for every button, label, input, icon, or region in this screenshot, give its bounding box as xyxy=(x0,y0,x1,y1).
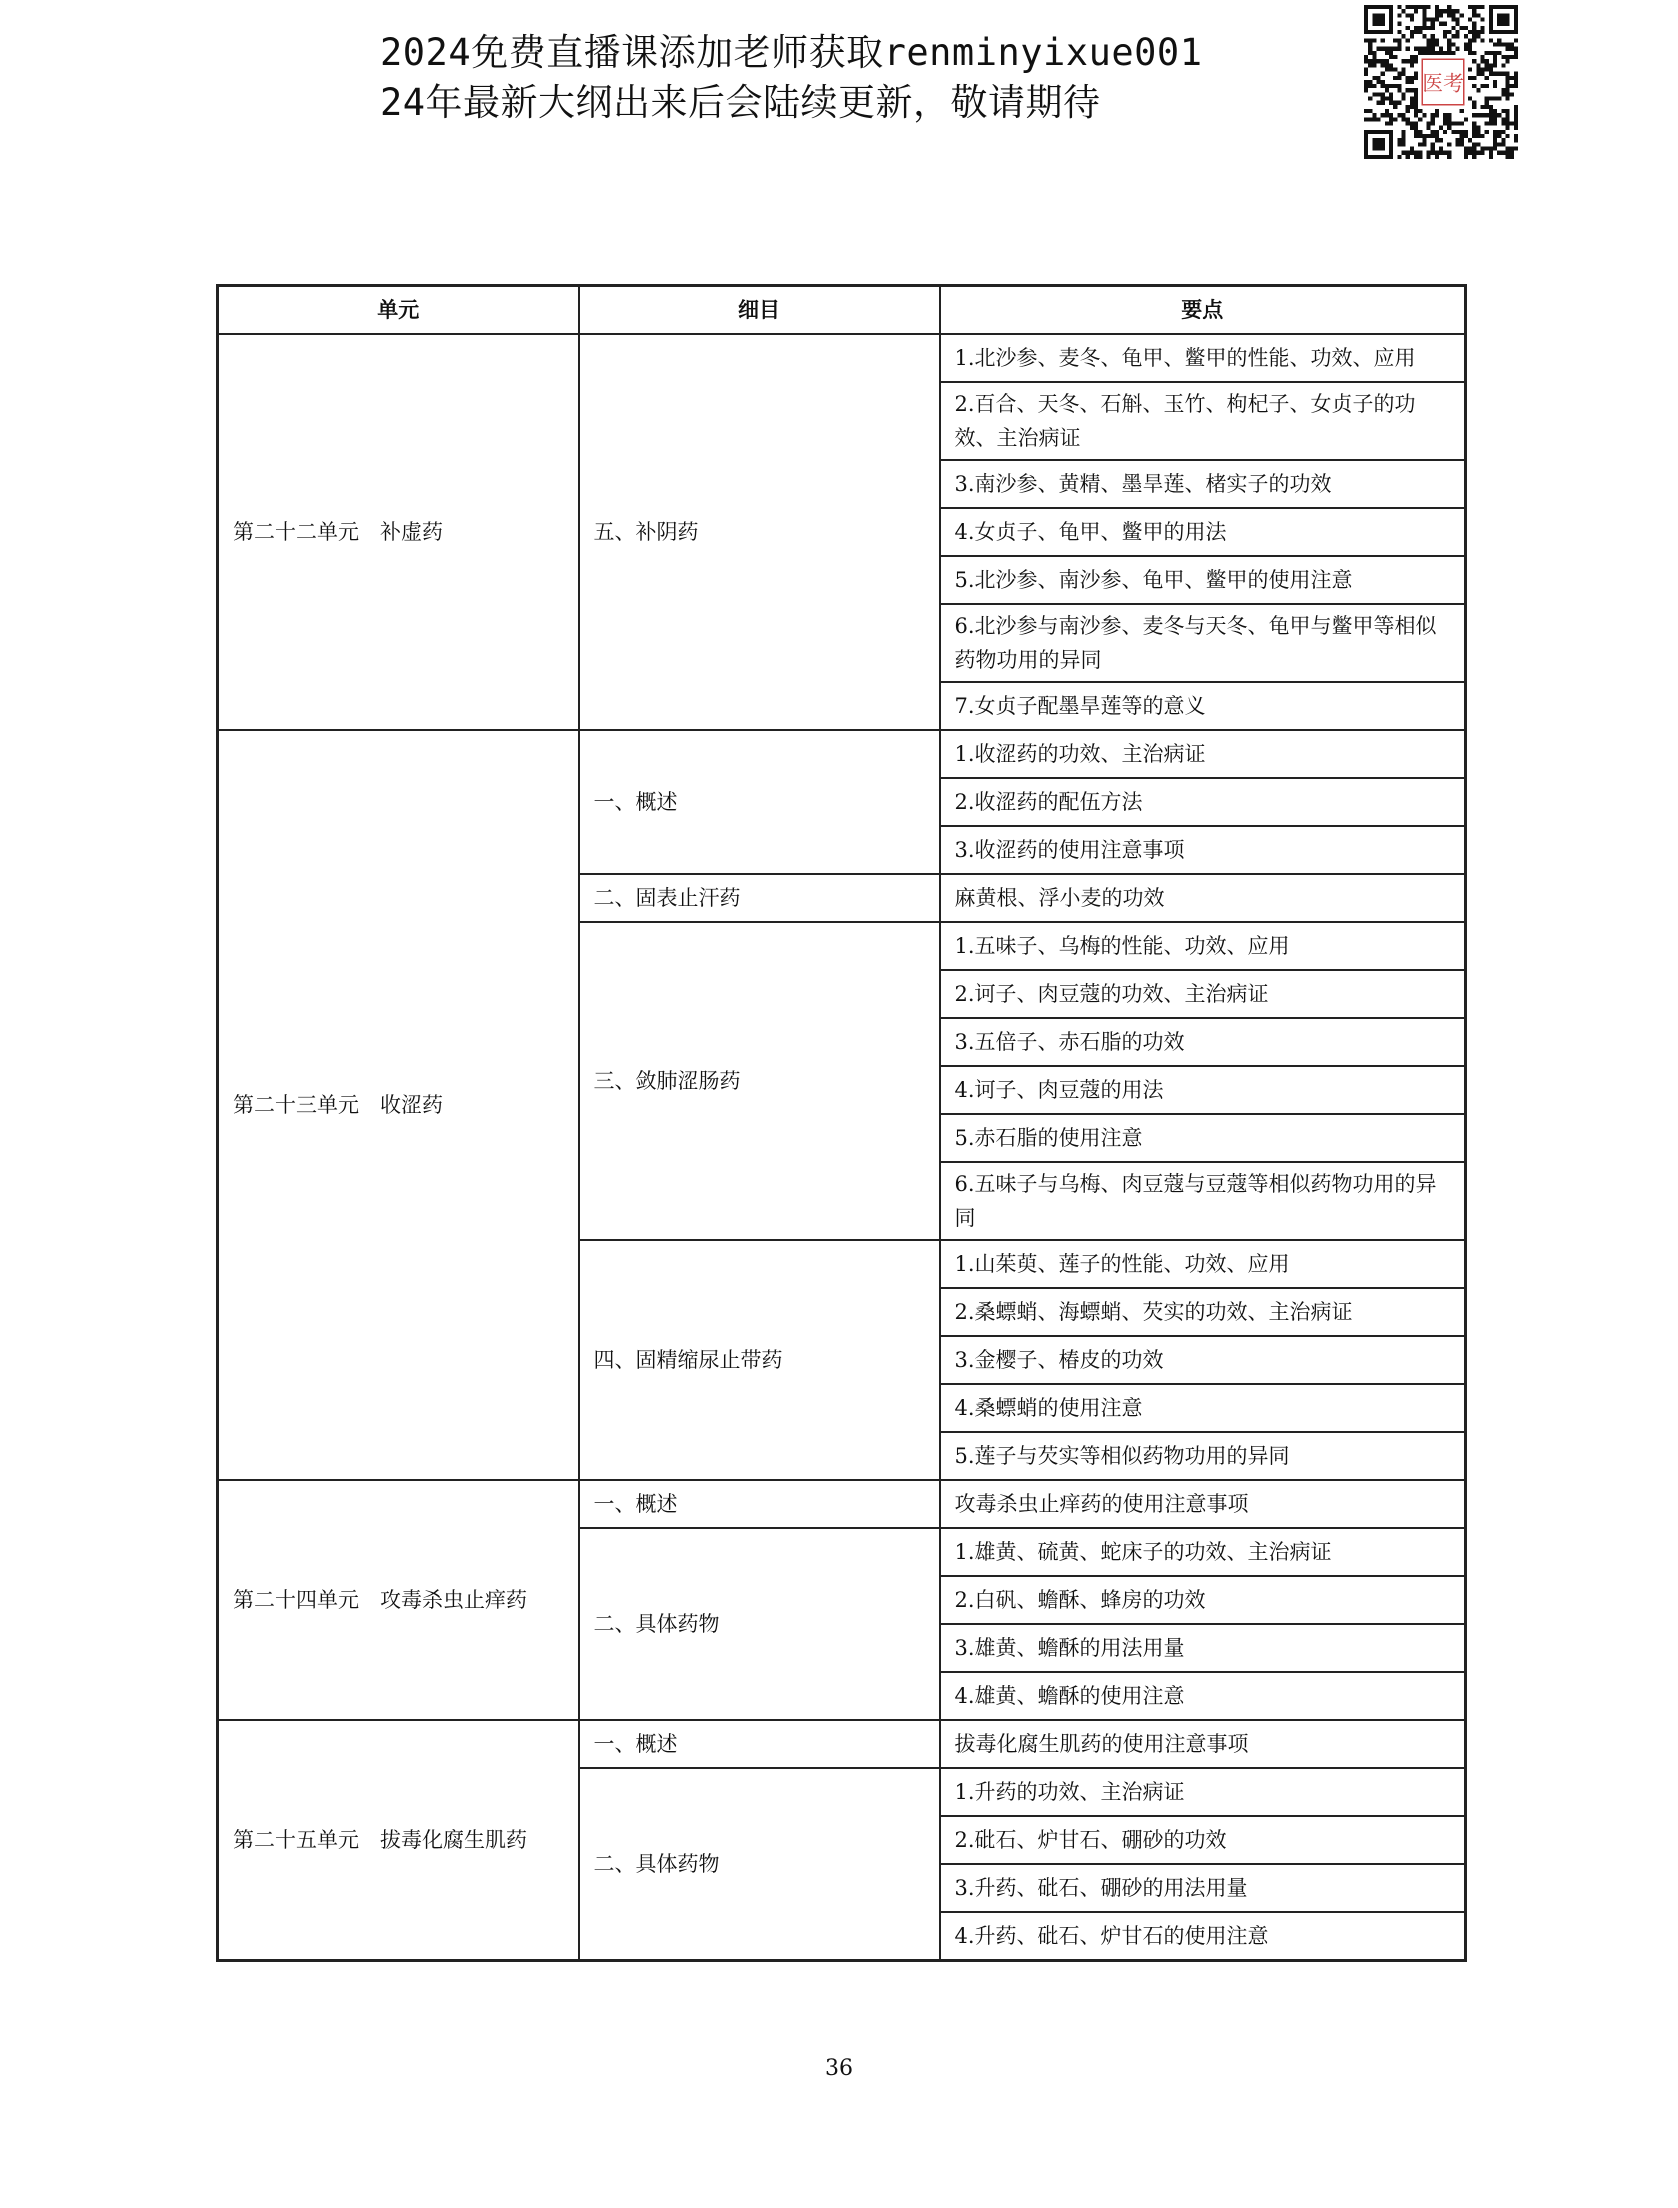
key-point-cell: 4.女贞子、龟甲、鳖甲的用法 xyxy=(940,508,1466,556)
unit-cell: 第二十五单元 拔毒化腐生肌药 xyxy=(218,1720,579,1961)
sub-item-cell: 三、敛肺涩肠药 xyxy=(579,922,940,1240)
key-point-cell: 1.雄黄、硫黄、蛇床子的功效、主治病证 xyxy=(940,1528,1466,1576)
key-point-cell: 3.升药、砒石、硼砂的用法用量 xyxy=(940,1864,1466,1912)
key-point-cell: 1.山茱萸、莲子的性能、功效、应用 xyxy=(940,1240,1466,1288)
key-point-cell: 3.五倍子、赤石脂的功效 xyxy=(940,1018,1466,1066)
table-header-row xyxy=(218,286,1466,335)
key-point-cell: 7.女贞子配墨旱莲等的意义 xyxy=(940,682,1466,730)
qr-code-icon xyxy=(1364,5,1518,159)
header-unit: 单元 xyxy=(218,286,579,335)
header-sub-item: 细目 xyxy=(579,286,940,335)
sub-item-cell: 一、概述 xyxy=(579,1480,940,1528)
key-point-cell: 3.金樱子、椿皮的功效 xyxy=(940,1336,1466,1384)
sub-item-cell: 一、概述 xyxy=(579,1720,940,1768)
unit-cell: 第二十四单元 攻毒杀虫止痒药 xyxy=(218,1480,579,1720)
key-point-cell: 3.收涩药的使用注意事项 xyxy=(940,826,1466,874)
header-line-2: 24年最新大纲出来后会陆续更新，敬请期待 xyxy=(380,81,1101,124)
key-point-cell: 4.雄黄、蟾酥的使用注意 xyxy=(940,1672,1466,1720)
key-point-cell: 5.莲子与芡实等相似药物功用的异同 xyxy=(940,1432,1466,1480)
sub-item-cell: 一、概述 xyxy=(579,730,940,874)
key-point-cell: 2.收涩药的配伍方法 xyxy=(940,778,1466,826)
key-point-cell: 攻毒杀虫止痒药的使用注意事项 xyxy=(940,1480,1466,1528)
unit-cell: 第二十二单元 补虚药 xyxy=(218,334,579,730)
key-point-cell: 2.白矾、蟾酥、蜂房的功效 xyxy=(940,1576,1466,1624)
key-point-cell: 6.北沙参与南沙参、麦冬与天冬、龟甲与鳖甲等相似药物功用的异同 xyxy=(940,604,1466,682)
key-point-cell: 2.桑螵蛸、海螵蛸、芡实的功效、主治病证 xyxy=(940,1288,1466,1336)
sub-item-cell: 五、补阴药 xyxy=(579,334,940,730)
table-row xyxy=(218,1480,1466,1528)
key-point-cell: 4.桑螵蛸的使用注意 xyxy=(940,1384,1466,1432)
key-point-cell: 5.北沙参、南沙参、龟甲、鳖甲的使用注意 xyxy=(940,556,1466,604)
header-line-1: 2024免费直播课添加老师获取renminyixue001 xyxy=(380,31,1203,74)
key-point-cell: 1.北沙参、麦冬、龟甲、鳖甲的性能、功效、应用 xyxy=(940,334,1466,382)
key-point-cell: 2.诃子、肉豆蔻的功效、主治病证 xyxy=(940,970,1466,1018)
key-point-cell: 2.砒石、炉甘石、硼砂的功效 xyxy=(940,1816,1466,1864)
table-row xyxy=(218,334,1466,382)
key-point-cell: 5.赤石脂的使用注意 xyxy=(940,1114,1466,1162)
sub-item-cell: 二、固表止汗药 xyxy=(579,874,940,922)
key-point-cell: 拔毒化腐生肌药的使用注意事项 xyxy=(940,1720,1466,1768)
sub-item-cell: 四、固精缩尿止带药 xyxy=(579,1240,940,1480)
key-point-cell: 4.升药、砒石、炉甘石的使用注意 xyxy=(940,1912,1466,1961)
key-point-cell: 1.升药的功效、主治病证 xyxy=(940,1768,1466,1816)
sub-item-cell: 二、具体药物 xyxy=(579,1768,940,1961)
key-point-cell: 3.南沙参、黄精、墨旱莲、楮实子的功效 xyxy=(940,460,1466,508)
qr-logo-text: 医考 xyxy=(1422,71,1464,96)
page-number: 36 xyxy=(825,2056,853,2081)
key-point-cell: 4.诃子、肉豆蔻的用法 xyxy=(940,1066,1466,1114)
page-header xyxy=(380,28,1202,128)
syllabus-table xyxy=(216,284,1467,1962)
unit-cell: 第二十三单元 收涩药 xyxy=(218,730,579,1480)
key-point-cell: 1.收涩药的功效、主治病证 xyxy=(940,730,1466,778)
header-key-points: 要点 xyxy=(940,286,1466,335)
table-row xyxy=(218,730,1466,778)
key-point-cell: 麻黄根、浮小麦的功效 xyxy=(940,874,1466,922)
key-point-cell: 1.五味子、乌梅的性能、功效、应用 xyxy=(940,922,1466,970)
key-point-cell: 3.雄黄、蟾酥的用法用量 xyxy=(940,1624,1466,1672)
key-point-cell: 6.五味子与乌梅、肉豆蔻与豆蔻等相似药物功用的异同 xyxy=(940,1162,1466,1240)
key-point-cell: 2.百合、天冬、石斛、玉竹、枸杞子、女贞子的功效、主治病证 xyxy=(940,382,1466,460)
sub-item-cell: 二、具体药物 xyxy=(579,1528,940,1720)
table-row xyxy=(218,1720,1466,1768)
